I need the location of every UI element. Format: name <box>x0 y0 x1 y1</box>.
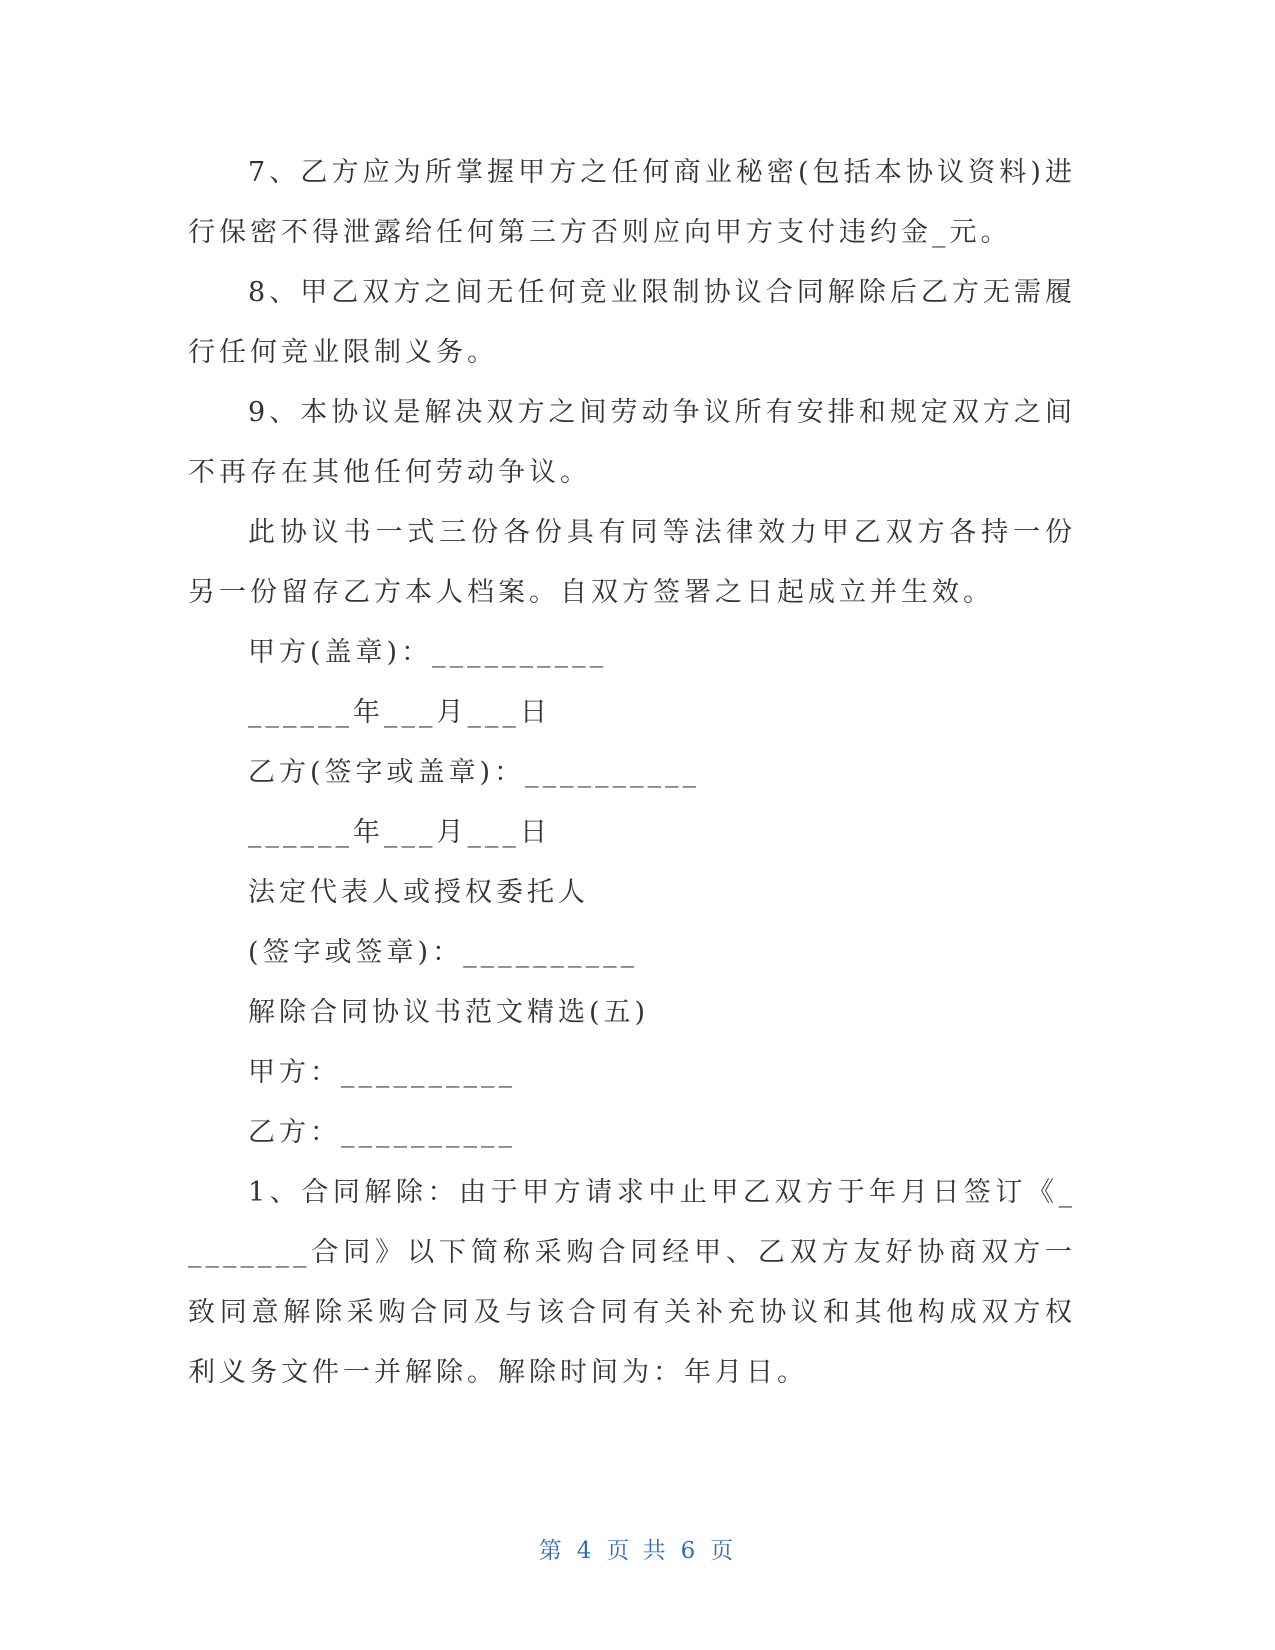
party-b-line: 乙方：__________ <box>248 1117 516 1148</box>
party-a-date-line: ______年___月___日 <box>248 697 551 728</box>
party-b-date-line: ______年___月___日 <box>248 817 551 848</box>
party-a-seal-line: 甲方(盖章)：__________ <box>248 637 608 668</box>
legal-representative-label: 法定代表人或授权委托人 <box>248 877 589 908</box>
party-a-line: 甲方：__________ <box>248 1057 516 1088</box>
document-body <box>188 143 1076 1403</box>
footer-page-number: 4 <box>576 1538 595 1564</box>
representative-sign-line: (签字或签章)：__________ <box>248 937 639 968</box>
clause-9: 9、本协议是解决双方之间劳动争议所有安排和规定双方之间不再存在其他任何劳动争议。 <box>188 397 1076 488</box>
copies-clause: 此协议书一式三份各份具有同等法律效力甲乙双方各持一份另一份留存乙方本人档案。自双方签署之日起成立并生效。 <box>188 517 1076 608</box>
clause-8: 8、甲乙双方之间无任何竞业限制协议合同解除后乙方无需履行任何竞业限制义务。 <box>188 277 1076 368</box>
section-title: 解除合同协议书范文精选(五) <box>248 997 650 1028</box>
footer-middle: 页 共 <box>606 1538 669 1564</box>
termination-clause-1: 1、合同解除：由于甲方请求中止甲乙双方于年月日签订《________合同》以下简称采购合同经甲、乙双方友好协商双方一致同意解除采购合同及与该合同有关补充协议和其他构成双方权利义务文件一并解除。解除时间为：年月日。 <box>188 1177 1076 1388</box>
clause-7: 7、乙方应为所掌握甲方之任何商业秘密(包括本协议资料)进行保密不得泄露给任何第三方否则应向甲方支付违约金_元。 <box>188 157 1076 248</box>
footer-suffix: 页 <box>710 1538 737 1564</box>
footer-prefix: 第 <box>538 1538 565 1564</box>
footer-total-pages: 6 <box>680 1538 699 1564</box>
page-footer <box>0 1532 1275 1565</box>
party-b-sign-line: 乙方(签字或盖章)：__________ <box>248 757 701 788</box>
